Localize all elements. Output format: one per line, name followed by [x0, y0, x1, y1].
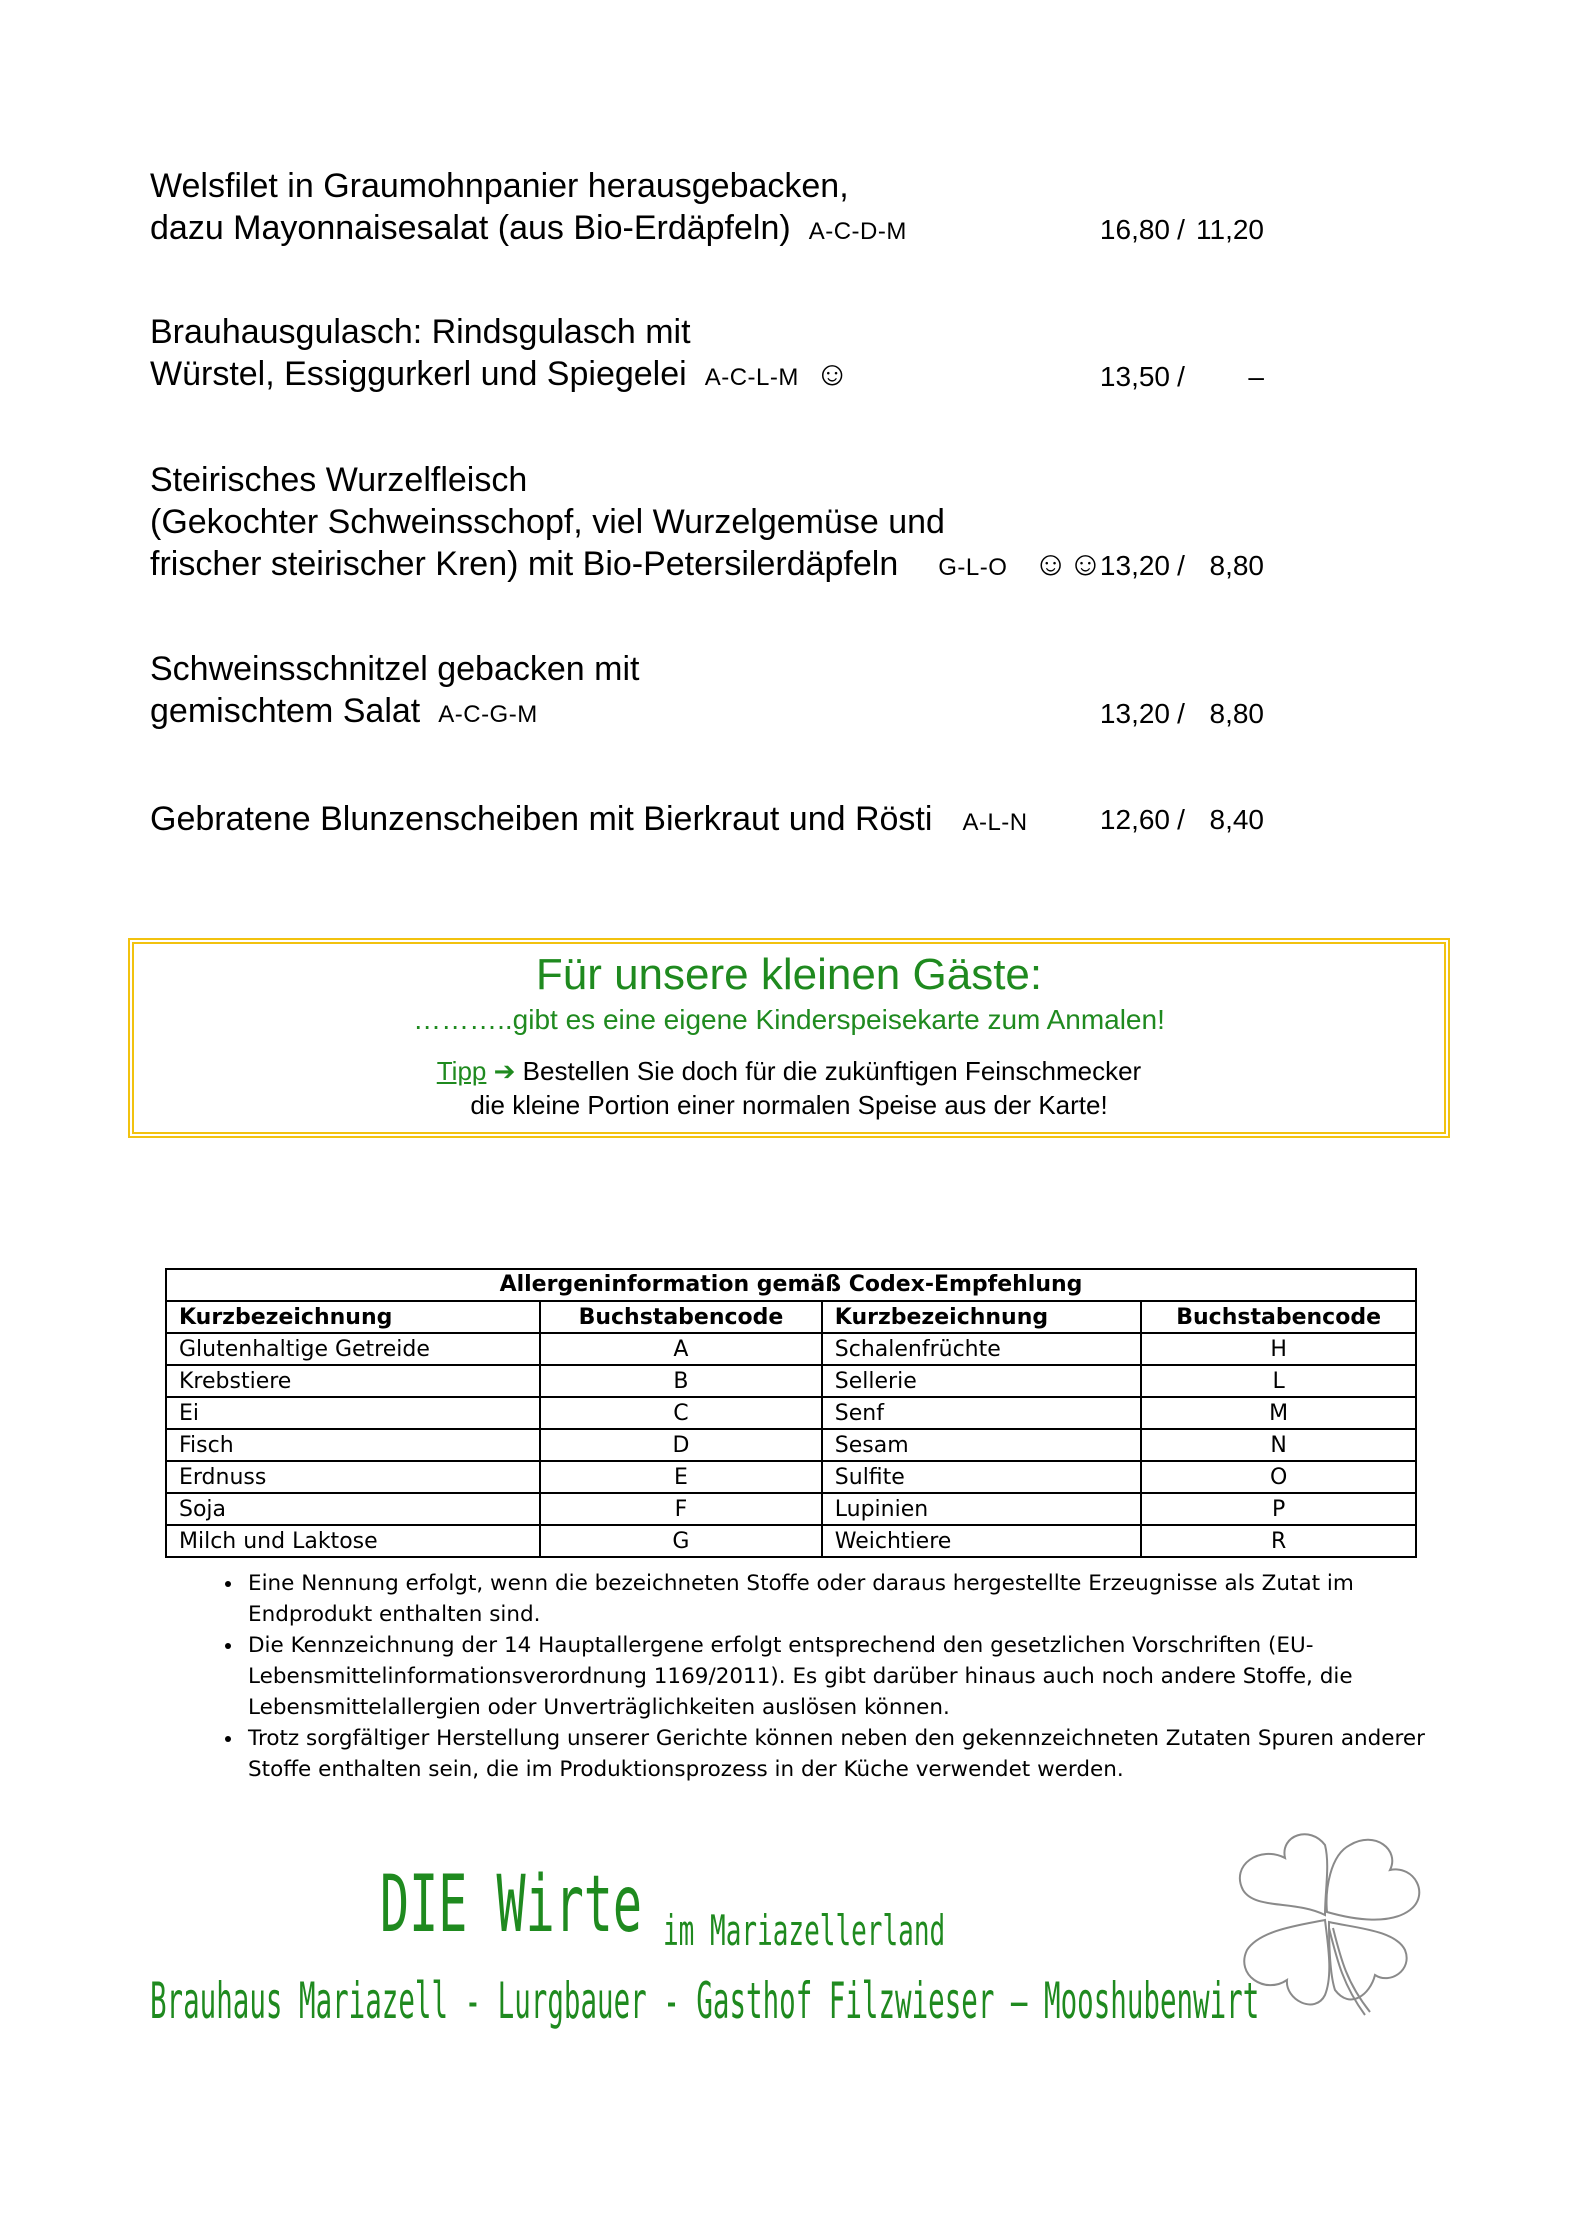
- price: [1078, 214, 1264, 246]
- price-small: 8,80: [1209, 698, 1264, 729]
- table-cell: Senf: [822, 1397, 1141, 1429]
- price-full: 13,20: [1099, 550, 1170, 581]
- price-full: 13,50: [1099, 361, 1170, 392]
- smiley-icon: ☺☺: [1033, 545, 1103, 583]
- table-cell: C: [540, 1397, 822, 1429]
- table-cell: H: [1141, 1333, 1416, 1365]
- dish-name-line: Welsfilet in Graumohnpanier herausgebacken,: [150, 167, 849, 205]
- table-cell: G: [540, 1525, 822, 1557]
- table-cell: O: [1141, 1461, 1416, 1493]
- kids-subtitle: ………..gibt es eine eigene Kinderspeisekarte zum Anmalen!: [413, 1004, 1165, 1035]
- footer-region: im Mariazellerland: [663, 1906, 946, 1955]
- allergen-table-title: Allergeninformation gemäß Codex-Empfehlung: [165, 1268, 1417, 1300]
- price-separator: /: [1177, 214, 1185, 245]
- table-cell: D: [540, 1429, 822, 1461]
- price-full: 12,60: [1099, 804, 1170, 835]
- price: [1078, 361, 1264, 393]
- allergen-codes: G-L-O: [938, 554, 1008, 581]
- dish-name-line: Brauhausgulasch: Rindsgulasch mit: [150, 313, 691, 351]
- clover-icon: [1225, 1820, 1435, 2020]
- price-separator: /: [1177, 361, 1185, 392]
- dish-name-line: Schweinsschnitzel gebacken mit: [150, 650, 640, 688]
- table-cell: B: [540, 1365, 822, 1397]
- kids-info-box: [128, 938, 1450, 1138]
- table-row: [166, 1493, 1416, 1525]
- table-cell: Erdnuss: [166, 1461, 540, 1493]
- footer-houses: Brauhaus Mariazell - Lurgbauer - Gasthof Filzwieser – Mooshubenwirt: [150, 1972, 1260, 2030]
- price-small: 11,20: [1196, 214, 1264, 245]
- table-cell: P: [1141, 1493, 1416, 1525]
- price: [1078, 804, 1264, 836]
- price-small: 8,40: [1209, 804, 1264, 835]
- table-row: [166, 1525, 1416, 1557]
- table-cell: Sellerie: [822, 1365, 1141, 1397]
- dish-name-line: dazu Mayonnaisesalat (aus Bio-Erdäpfeln): [150, 209, 791, 247]
- price-separator: /: [1177, 698, 1185, 729]
- table-cell: A: [540, 1333, 822, 1365]
- price-small: 8,80: [1209, 550, 1264, 581]
- dish-name-line: (Gekochter Schweinsschopf, viel Wurzelgemüse und: [150, 503, 945, 541]
- tip-text-line1: Bestellen Sie doch für die zukünftigen Feinschmecker: [522, 1056, 1142, 1086]
- table-cell: Krebstiere: [166, 1365, 540, 1397]
- allergen-table: [165, 1268, 1417, 1558]
- column-header: Buchstabencode: [540, 1301, 822, 1333]
- arrow-right-icon: ➔: [493, 1056, 516, 1086]
- tip-link[interactable]: Tipp: [436, 1056, 487, 1086]
- dish-name-line: Steirisches Wurzelfleisch: [150, 461, 528, 499]
- table-row: [166, 1365, 1416, 1397]
- footer-title: DIE Wirte: [380, 1860, 643, 1950]
- table-cell: F: [540, 1493, 822, 1525]
- table-cell: Fisch: [166, 1429, 540, 1461]
- table-row: [166, 1397, 1416, 1429]
- column-header: Kurzbezeichnung: [166, 1301, 540, 1333]
- dish-name-line: Gebratene Blunzenscheiben mit Bierkraut und Rösti: [150, 800, 933, 838]
- note-item: • Eine Nennung erfolgt, wenn die bezeichneten Stoffe oder daraus hergestellte Erzeugnisse als Zutat im Endprodukt enthalten sind.: [244, 1568, 1474, 1630]
- kids-title: Für unsere kleinen Gäste:: [535, 950, 1043, 999]
- table-cell: Ei: [166, 1397, 540, 1429]
- note-item: • Trotz sorgfältiger Herstellung unserer Gerichte können neben den gekennzeichneten Zutaten Spuren anderer Stoffe enthalten sein, die im Produktionsprozess in der Küche verwendet werden.: [244, 1723, 1474, 1785]
- price-full: 13,20: [1099, 698, 1170, 729]
- table-cell: N: [1141, 1429, 1416, 1461]
- column-header: Kurzbezeichnung: [822, 1301, 1141, 1333]
- table-cell: Lupinien: [822, 1493, 1141, 1525]
- price: [1078, 550, 1264, 582]
- kids-tip: [134, 1054, 1444, 1122]
- table-header-row: [166, 1301, 1416, 1333]
- dish-name-line: Würstel, Essiggurkerl und Spiegelei: [150, 355, 687, 393]
- dish-name-line: gemischtem Salat: [150, 692, 421, 730]
- allergen-notes: [200, 1568, 1474, 1785]
- table-cell: L: [1141, 1365, 1416, 1397]
- note-item: • Die Kennzeichnung der 14 Hauptallergene erfolgt entsprechend den gesetzlichen Vorschriften (EU-Lebensmittelinformationsverordnung 1169/2011). Es gibt darüber hinaus auch noch andere Stoffe, die Lebensmittelallergien oder Unverträglichkeiten auslösen können.: [244, 1630, 1474, 1723]
- table-cell: M: [1141, 1397, 1416, 1429]
- smiley-icon: ☺: [814, 355, 850, 393]
- price: [1078, 698, 1264, 730]
- price-separator: /: [1177, 550, 1185, 581]
- dish-name-line: frischer steirischer Kren) mit Bio-Petersilerdäpfeln: [150, 545, 899, 583]
- column-header: Buchstabencode: [1141, 1301, 1416, 1333]
- tip-text-line2: die kleine Portion einer normalen Speise aus der Karte!: [470, 1090, 1108, 1120]
- table-cell: Schalenfrüchte: [822, 1333, 1141, 1365]
- table-cell: Soja: [166, 1493, 540, 1525]
- price-full: 16,80: [1099, 214, 1170, 245]
- allergen-codes: A-C-L-M: [704, 364, 799, 391]
- allergen-codes: A-L-N: [962, 809, 1028, 836]
- price-separator: /: [1177, 804, 1185, 835]
- allergen-codes: A-C-G-M: [438, 701, 538, 728]
- allergen-codes: A-C-D-M: [808, 218, 907, 245]
- table-row: [166, 1461, 1416, 1493]
- table-cell: Sulfite: [822, 1461, 1141, 1493]
- table-cell: Weichtiere: [822, 1525, 1141, 1557]
- table-cell: E: [540, 1461, 822, 1493]
- table-cell: Glutenhaltige Getreide: [166, 1333, 540, 1365]
- price-small: –: [1248, 361, 1264, 392]
- table-cell: Milch und Laktose: [166, 1525, 540, 1557]
- table-row: [166, 1429, 1416, 1461]
- table-row: [166, 1333, 1416, 1365]
- table-cell: R: [1141, 1525, 1416, 1557]
- table-cell: Sesam: [822, 1429, 1141, 1461]
